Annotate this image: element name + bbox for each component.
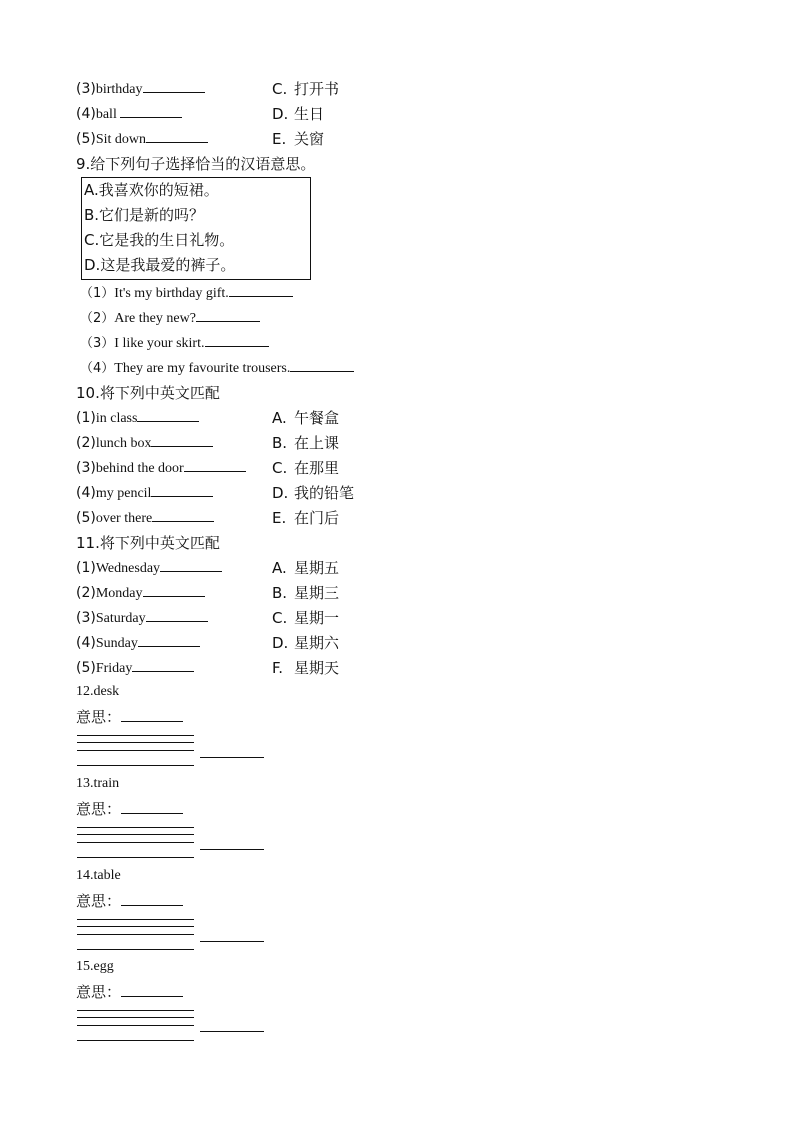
item-number: (3) [76, 81, 96, 97]
meaning-label: 意思： [76, 708, 122, 726]
meaning-row [76, 707, 183, 727]
item-word: Sit down [95, 132, 147, 147]
meaning-label: 意思： [76, 892, 122, 910]
option-meaning: 打开书 [294, 80, 340, 98]
item-word: Friday [95, 661, 133, 676]
option-letter: F. [272, 659, 283, 677]
meaning-blank[interactable] [121, 982, 183, 997]
writing-line[interactable] [77, 842, 194, 843]
writing-line[interactable] [77, 735, 194, 736]
option-letter: C. [272, 609, 288, 627]
answer-blank[interactable] [146, 128, 208, 143]
sentence-row [80, 357, 354, 380]
option-meaning: 在上课 [294, 434, 340, 452]
sentence-number: （1） [80, 286, 115, 301]
sentence-number: （4） [80, 361, 115, 376]
meaning-row [76, 799, 183, 819]
item-number: (2) [76, 585, 96, 601]
answer-blank[interactable] [152, 507, 214, 522]
option-letter: A. [272, 409, 287, 427]
word-title: 15.egg [76, 959, 114, 974]
answer-blank[interactable] [200, 1031, 264, 1032]
answer-blank[interactable] [200, 849, 264, 850]
sentence-number: （2） [80, 311, 115, 326]
option-meaning: 星期五 [294, 559, 340, 577]
answer-blank[interactable] [290, 357, 354, 372]
answer-blank[interactable] [132, 657, 194, 672]
meaning-row [76, 982, 183, 1002]
writing-line[interactable] [77, 949, 194, 950]
option-item: C.它是我的生日礼物。 [84, 231, 235, 249]
writing-line[interactable] [77, 1010, 194, 1011]
item-number: (5) [76, 510, 96, 526]
item-number: (5) [76, 131, 96, 147]
answer-blank[interactable] [151, 482, 213, 497]
answer-blank[interactable] [146, 607, 208, 622]
item-number: (1) [76, 560, 96, 576]
item-word: behind the door [95, 461, 184, 476]
writing-line[interactable] [77, 742, 194, 743]
option-meaning: 午餐盒 [294, 409, 340, 427]
writing-line[interactable] [77, 1040, 194, 1041]
option-meaning: 我的铅笔 [294, 484, 355, 502]
writing-line[interactable] [77, 857, 194, 858]
answer-blank[interactable] [196, 307, 260, 322]
option-meaning: 生日 [294, 105, 325, 123]
item-number: (1) [76, 410, 96, 426]
option-meaning: 关窗 [294, 130, 325, 148]
meaning-blank[interactable] [121, 799, 183, 814]
item-number: (2) [76, 435, 96, 451]
option-item: B.它们是新的吗？ [84, 206, 205, 224]
item-word: birthday [95, 82, 143, 97]
item-number: (4) [76, 635, 96, 651]
sentence-row [80, 332, 269, 355]
answer-blank[interactable] [143, 78, 205, 93]
option-letter: D. [272, 105, 289, 123]
writing-line[interactable] [77, 1017, 194, 1018]
answer-blank[interactable] [229, 282, 293, 297]
sentence-number: （3） [80, 336, 115, 351]
option-letter: D. [272, 634, 289, 652]
writing-line[interactable] [77, 765, 194, 766]
option-letter: B. [272, 584, 288, 602]
item-word: Wednesday [95, 561, 161, 576]
item-number: (3) [76, 460, 96, 476]
option-letter: C. [272, 80, 288, 98]
option-item: A.我喜欢你的短裙。 [84, 181, 219, 199]
meaning-label: 意思： [76, 983, 122, 1001]
meaning-blank[interactable] [121, 891, 183, 906]
word-title: 13.train [76, 776, 120, 791]
question-title: 9.给下列句子选择恰当的汉语意思。 [76, 155, 316, 173]
option-letter: B. [272, 434, 288, 452]
item-word: ball [95, 107, 121, 122]
item-number: (5) [76, 660, 96, 676]
item-word: Monday [95, 586, 143, 601]
item-number: (4) [76, 106, 96, 122]
options-box [81, 177, 311, 280]
item-word: lunch box [95, 436, 152, 451]
meaning-label: 意思： [76, 800, 122, 818]
answer-blank[interactable] [151, 432, 213, 447]
item-number: (3) [76, 610, 96, 626]
item-word: over there [95, 511, 153, 526]
item-number: (4) [76, 485, 96, 501]
option-meaning: 在那里 [294, 459, 340, 477]
option-meaning: 星期三 [294, 584, 340, 602]
answer-blank[interactable] [137, 407, 199, 422]
answer-blank[interactable] [120, 103, 182, 118]
option-meaning: 星期六 [294, 634, 340, 652]
option-meaning: 星期一 [294, 609, 340, 627]
sentence-text: It's my birthday gift. [114, 286, 229, 301]
word-title: 12.desk [76, 684, 120, 699]
option-letter: C. [272, 459, 288, 477]
writing-line[interactable] [77, 926, 194, 927]
option-letter: E. [272, 130, 287, 148]
answer-blank[interactable] [184, 457, 246, 472]
writing-line[interactable] [77, 834, 194, 835]
option-item: D.这是我最爱的裤子。 [84, 256, 236, 274]
item-word: my pencil [95, 486, 152, 501]
question-title: 10.将下列中英文匹配 [76, 384, 220, 402]
sentence-text: They are my favourite trousers. [114, 361, 291, 376]
answer-blank[interactable] [200, 757, 264, 758]
meaning-blank[interactable] [121, 707, 183, 722]
writing-line[interactable] [77, 827, 194, 828]
sentence-text: I like your skirt. [114, 336, 205, 351]
question-title: 11.将下列中英文匹配 [76, 534, 220, 552]
option-meaning: 星期天 [294, 659, 340, 677]
writing-line[interactable] [77, 934, 194, 935]
option-letter: D. [272, 484, 289, 502]
writing-line[interactable] [77, 1025, 194, 1026]
word-title: 14.table [76, 868, 121, 883]
meaning-row [76, 891, 183, 911]
item-word: in class [95, 411, 138, 426]
option-letter: A. [272, 559, 287, 577]
option-meaning: 在门后 [294, 509, 340, 527]
sentence-row [80, 307, 260, 330]
answer-blank[interactable] [160, 557, 222, 572]
sentence-row [80, 282, 293, 305]
option-letter: E. [272, 509, 287, 527]
answer-blank[interactable] [143, 582, 205, 597]
writing-line[interactable] [77, 919, 194, 920]
answer-blank[interactable] [205, 332, 269, 347]
answer-blank[interactable] [200, 941, 264, 942]
item-word: Saturday [95, 611, 146, 626]
item-word: Sunday [95, 636, 138, 651]
writing-line[interactable] [77, 750, 194, 751]
sentence-text: Are they new? [114, 311, 196, 326]
answer-blank[interactable] [138, 632, 200, 647]
